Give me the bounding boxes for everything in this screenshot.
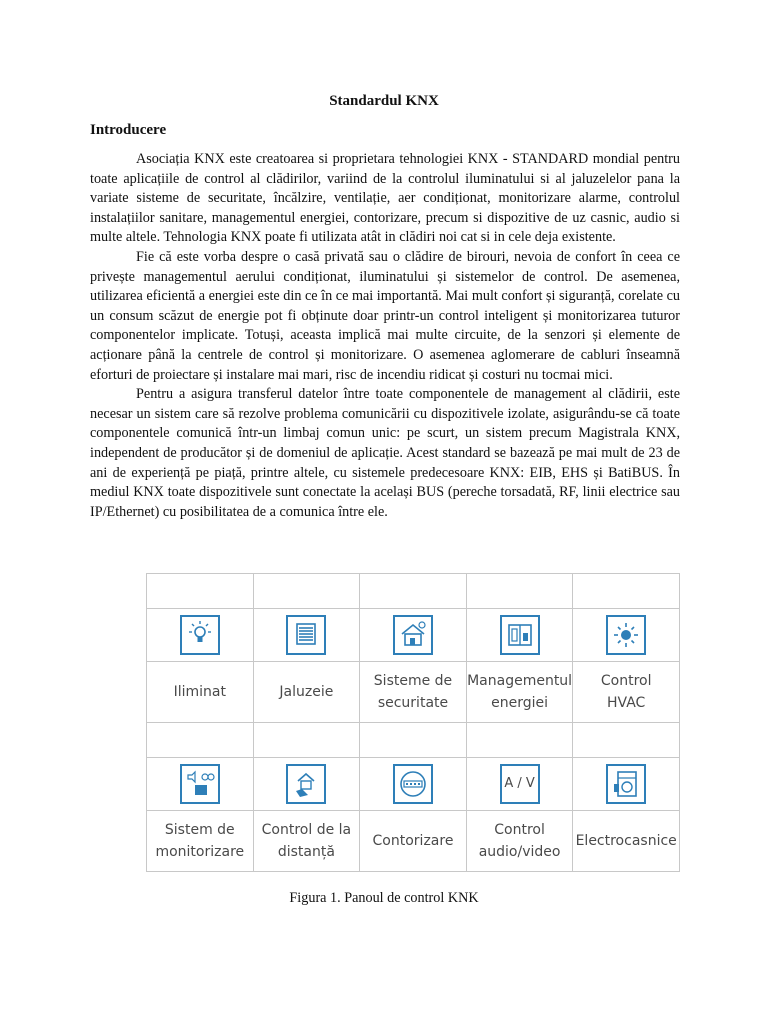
body-text [90,150,680,522]
audio-video-icon: A / V [500,764,540,804]
panel-label: energiei [491,695,549,711]
panel-label: audio/video [478,844,561,860]
house-security-icon [393,615,433,655]
counter-icon [393,764,433,804]
panel-label: HVAC [607,695,646,711]
panel-label: monitorizare [155,844,245,860]
panel-label: Sisteme de [373,673,453,689]
hvac-sun-icon [606,615,646,655]
panel-label: Jaluzeie [279,684,334,700]
panel-label: securitate [377,695,449,711]
figure-caption: Figura 1. Panoul de control KNK [289,890,479,906]
section-heading: Introducere [90,122,167,138]
panel-label: Managementul [467,673,573,689]
panel-label: Electrocasnice [575,833,677,849]
bulb-icon [180,615,220,655]
panel-label: Sistem de [164,822,235,838]
appliance-icon [606,764,646,804]
panel-label: distanță [277,844,335,860]
panel-label: Control de la [261,822,352,838]
paragraph: Asociația KNX este creatoarea si proprietara tehnologiei KNX - STANDARD mondial pentru toate aplicațiile de control al clădirilor, variind de la controlul iluminatului si al jaluzelelor pana la variate sisteme de securitate, încălzire, ventilație, aer condiționat, monitorizare alarme, controlul instalațiilor sanitare, managementul energiei, contorizare, precum si dispozitive de uz casnic, audio si multe altele. Tehnologia KNX poate fi utilizata atât in clădiri noi cat si in cele deja existente. [90,151,680,246]
knx-control-panel-figure [146,573,680,872]
panel-label: Iliminat [173,684,226,700]
panel-label: Contorizare [372,833,454,849]
document-title: Standardul KNX [329,93,439,109]
monitoring-icon [180,764,220,804]
remote-home-icon [286,764,326,804]
blinds-icon [286,615,326,655]
panel-label: Control [600,673,652,689]
paragraph: Pentru a asigura transferul datelor între toate componentele de management al clădirii, este necesar un sistem care să rezolve problema comunicării cu dispozitivele izolate, asigurându-se că toate componentele comunică într-un limbaj comun unic: pe scurt, un sistem precum Magistrala KNX, independent de producător și de domeniul de aplicație. Acest standard se bazează pe mai mult de 23 de ani de experiență pe piață, printre altele, cu sistemele predecesoare KNX: EIB, EHS și BatiBUS. În mediul KNX toate dispozitivele sunt conectate la același BUS (pereche torsadată, RF, linii electrice sau IP/Ethernet) cu posibilitatea de a comunica între ele. [90,386,680,520]
panel-label: Control [494,822,545,838]
paragraph: Fie că este vorba despre o casă privată sau o clădire de birouri, nevoia de confort în ceea ce privește managementul aerului condiționat, iluminatului și sistemelor de control. De asemenea, utilizarea eficientă a energiei este din ce în ce mai importantă. Mai mult confort și siguranță, corelate cu un consum scăzut de energie pot fi obținute doar printr-un control inteligent și monitorizarea tuturor componentelor implicate. Totuși, aceasta implică mai multe circuite, de la senzori și elemente de acționare până la centrele de control și monitorizare. O asemenea aglomerare de cabluri înseamnă eforturi de proiectare și instalare mai mari, risc de incendiu ridicat și costuri nu tocmai mici. [90,248,680,383]
energy-meter-icon [500,615,540,655]
